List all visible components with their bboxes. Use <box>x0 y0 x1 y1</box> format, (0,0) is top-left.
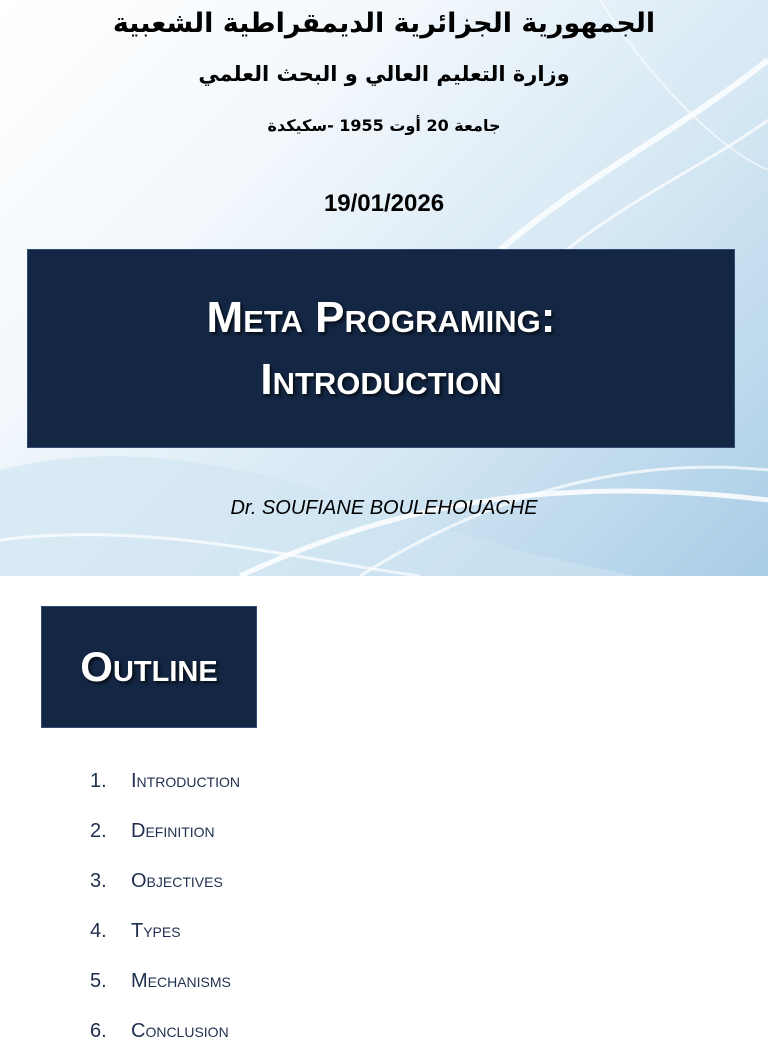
outline-item <box>90 856 240 906</box>
outline-item-number: 4. <box>90 919 107 942</box>
outline-item-label: Mechanisms <box>131 969 231 992</box>
presentation-date: 19/01/2026 <box>323 190 445 217</box>
outline-item <box>90 956 240 1006</box>
university-name-heading: جامعة 20 أوت 1955 -سكيكدة <box>267 116 501 135</box>
title-line-2: Introduction <box>260 354 502 404</box>
title-box <box>27 249 735 448</box>
outline-item-label: Types <box>131 919 181 942</box>
outline-item-number: 5. <box>90 969 107 992</box>
outline-slide <box>0 576 768 1042</box>
outline-item-label: Objectives <box>131 869 223 892</box>
outline-item-number: 1. <box>90 769 107 792</box>
outline-item-label: Introduction <box>131 769 240 792</box>
outline-item-number: 3. <box>90 869 107 892</box>
outline-item-label: Definition <box>131 819 215 842</box>
outline-item <box>90 906 240 956</box>
ministry-name-heading: وزارة التعليم العالي و البحث العلمي <box>198 62 570 86</box>
outline-item <box>90 806 240 856</box>
outline-item <box>90 756 240 806</box>
author-name: Dr. SOUFIANE BOULEHOUACHE <box>230 497 538 519</box>
republic-name-heading: الجمهورية الجزائرية الديمقراطية الشعبية <box>112 8 656 39</box>
outline-title: Outline <box>80 643 218 690</box>
outline-title-box <box>41 606 257 728</box>
outline-item-number: 2. <box>90 819 107 842</box>
outline-item-label: Conclusion <box>131 1019 229 1042</box>
outline-item <box>90 1006 240 1056</box>
outline-item-number: 6. <box>90 1019 107 1042</box>
title-line-1: Meta Programing: <box>206 292 556 342</box>
outline-list <box>90 756 240 1056</box>
